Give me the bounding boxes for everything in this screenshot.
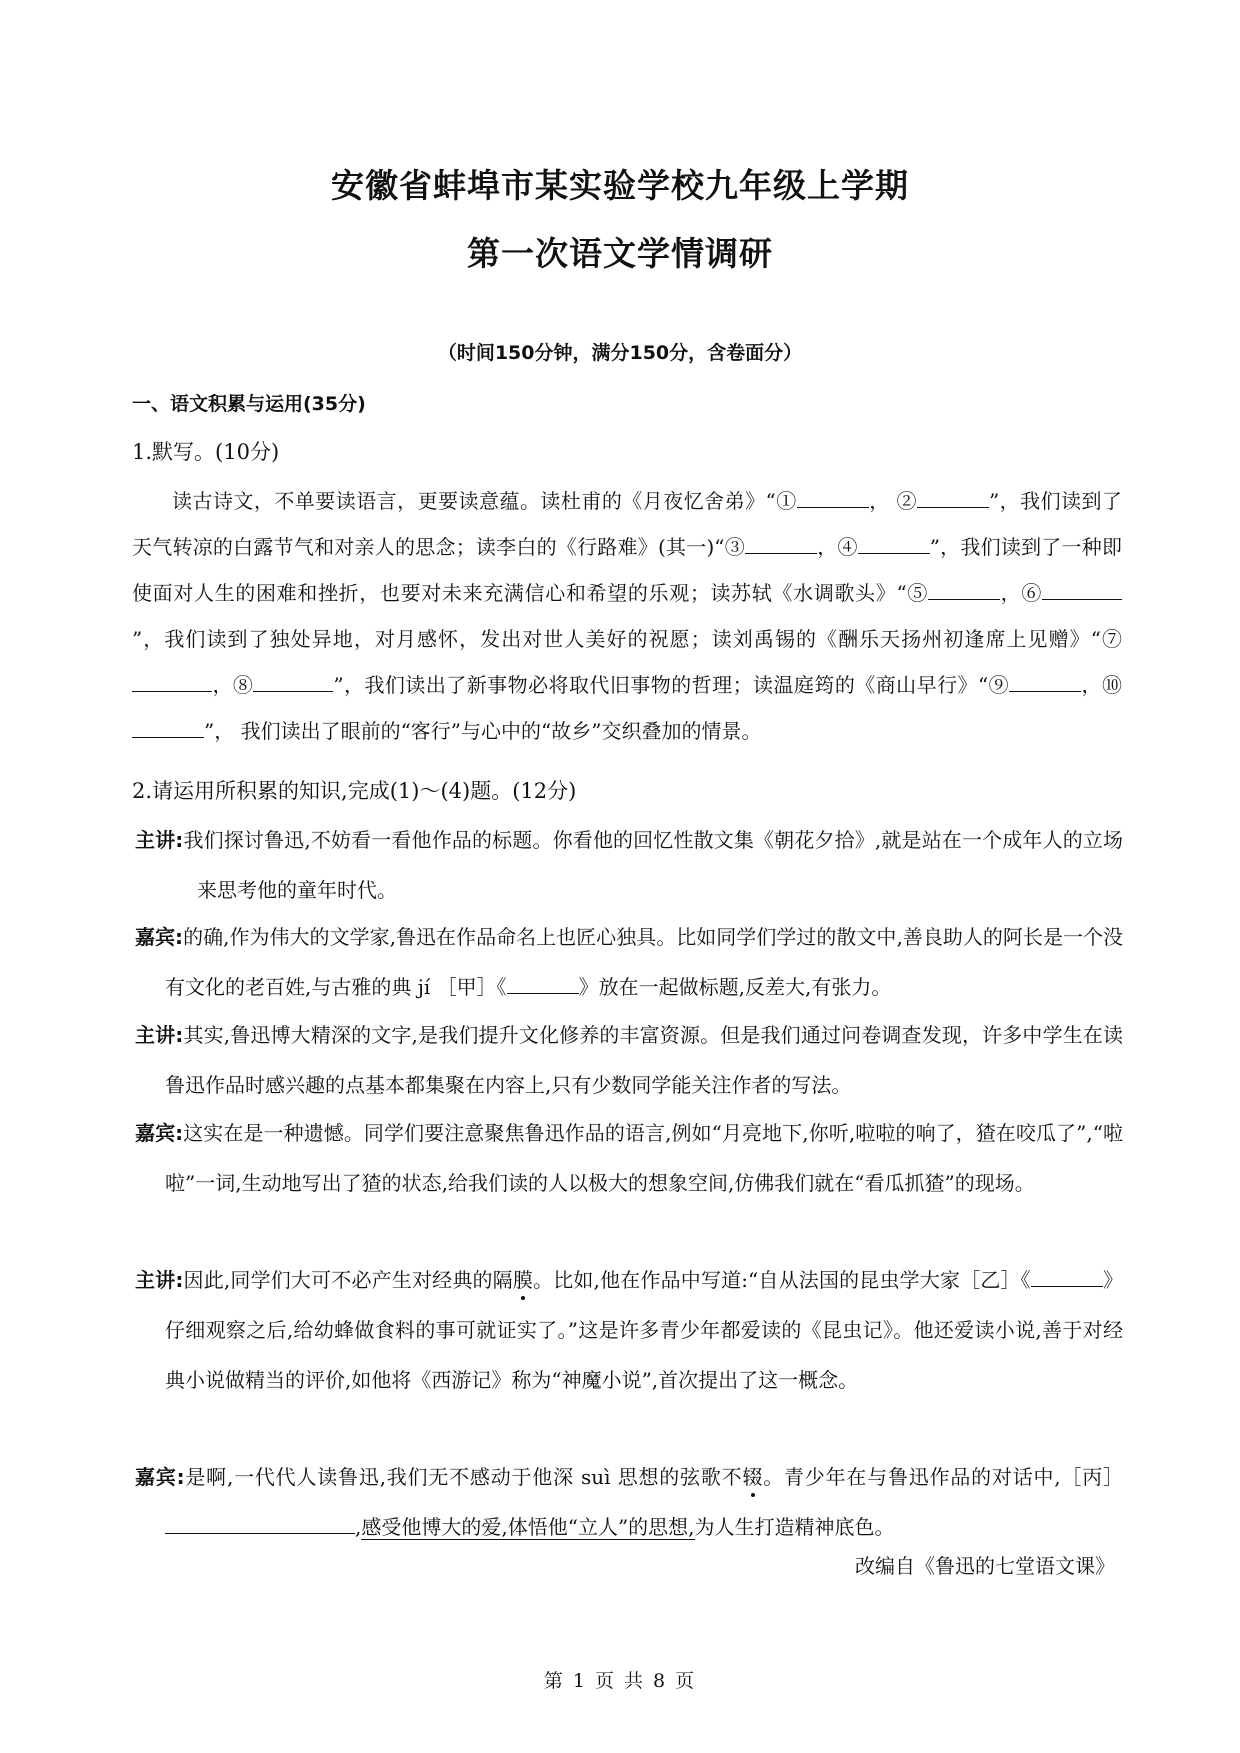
dotted-char: 膜 (512, 1268, 534, 1292)
dialog-guest-3 (135, 1452, 1123, 1552)
blank-4[interactable] (858, 531, 930, 554)
exam-title-line1: 安徽省蚌埠市某实验学校九年级上学期 (331, 166, 909, 205)
q1-text: ，⑩ (1081, 673, 1123, 697)
q1-text: ”， 我们读出了眼前的“客行”与心中的“故乡”交织叠加的情景。 (204, 719, 762, 743)
speaker-guest: 嘉宾: (135, 1121, 184, 1145)
question2-label: 2.请运用所积累的知识,完成(1)～(4)题。(12分) (132, 779, 577, 803)
dialog-line (135, 815, 1123, 915)
question1-body (132, 478, 1122, 754)
q1-text: ”，我们读到了独处异地，对月感怀，发出对世人美好的祝愿；读刘禹锡的《酬乐天扬州初逢席上见赠》“⑦ (132, 627, 1122, 651)
exam-title-line2: 第一次语文学情调研 (467, 234, 773, 273)
dialog-text: 的确,作为伟大的文学家,鲁迅在作品命名上也匠心独具。比如同学们学过的散文中,善良助人的阿长是一个没有文化的老百姓,与古雅的典 jí ［甲］《 (165, 925, 1124, 999)
dialog-guest-2 (135, 1108, 1123, 1208)
underlined-text: 感受他博大的爱,体悟他“立人”的思想, (361, 1515, 695, 1539)
dialog-host-3 (135, 1255, 1123, 1405)
dialog-text: 。青少年在与鲁迅作品的对话中,［丙］ (763, 1465, 1124, 1489)
dialog-text: 。比如,他在作品中写道:“自从法国的昆虫学大家［乙］《 (533, 1268, 1031, 1292)
q1-text: ，④ (816, 535, 858, 559)
dialog-text: 》仔细观察之后,给幼蜂做食料的事可就证实了。”这是许多青少年都爱读的《昆虫记》。他还爱读小说,善于对经典小说做精当的评价,如他将《西游记》称为“神魔小说”,首次提出了这一概念。 (165, 1268, 1124, 1392)
dialog-text: , (355, 1515, 362, 1539)
dialog-text: 因此,同学们大可不必产生对经典的隔 (183, 1268, 513, 1292)
blank-5[interactable] (928, 577, 1000, 600)
q1-text: 读古诗文，不单要读语言，更要读意蕴。读杜甫的《月夜忆舍弟》“① (172, 489, 797, 513)
dialog-guest-1 (135, 912, 1123, 1012)
q1-text: ， ② (868, 489, 917, 513)
speaker-host: 主讲: (135, 1268, 184, 1292)
blank-2[interactable] (917, 485, 989, 508)
dialog-text: 这实在是一种遗憾。同学们要注意聚焦鲁迅作品的语言,例如“月亮地下,你听,啦啦的响了，猹在咬瓜了”,“啦啦”一词,生动地写出了猹的状态,给我们读的人以极大的想象空间,仿佛我们就在“看瓜抓猹”的现场。 (165, 1121, 1123, 1195)
speaker-host: 主讲: (135, 1023, 184, 1047)
page-number: 第 1 页 共 8 页 (543, 1670, 697, 1692)
q1-text: ”，我们读到了天气转凉的白露节气和对亲人的思念；读李白的《行路难》(其一)“③ (132, 489, 1122, 559)
dialog-text: 》放在一起做标题,反差大,有张力。 (578, 975, 892, 999)
blank-jia[interactable] (507, 971, 579, 994)
dialog-line (135, 1452, 1123, 1552)
dialog-host-2 (135, 1010, 1123, 1110)
question1-label: 1.默写。(10分) (132, 440, 280, 464)
blank-yi[interactable] (1031, 1264, 1103, 1287)
blank-1[interactable] (797, 485, 869, 508)
speaker-guest: 嘉宾: (135, 1465, 185, 1489)
q1-text: ，⑥ (1000, 581, 1042, 605)
dialog-text: 为人生打造精神底色。 (694, 1515, 895, 1539)
q1-text: ”，我们读出了新事物必将取代旧事物的哲理；读温庭筠的《商山早行》“⑨ (333, 673, 1010, 697)
dotted-char: 辍 (742, 1465, 764, 1489)
speaker-guest: 嘉宾: (135, 925, 184, 949)
exam-subtitle: （时间150分钟，满分150分，含卷面分） (437, 342, 803, 364)
q1-text: ”，我们读到了一种即使面对人生的困难和挫折，也要对未来充满信心和希望的乐观；读苏轼《水调歌头》“⑤ (132, 535, 1122, 605)
dialog-line (135, 1010, 1123, 1110)
q1-text: ，⑧ (212, 673, 254, 697)
dialog-text: 其实,鲁迅博大精深的文字,是我们提升文化修养的丰富资源。但是我们通过问卷调查发现，许多中学生在读鲁迅作品时感兴趣的点基本都集聚在内容上,只有少数同学能关注作者的写法。 (165, 1023, 1124, 1097)
dialog-text: 我们探讨鲁迅,不妨看一看他作品的标题。你看他的回忆性散文集《朝花夕拾》,就是站在一个成年人的立场来思考他的童年时代。 (183, 828, 1124, 902)
dialog-text: 是啊,一代代人读鲁迅,我们无不感动于他深 suì 思想的弦歌不 (184, 1465, 743, 1489)
dialog-line (135, 1255, 1123, 1405)
dialog-line (135, 1108, 1123, 1208)
blank-3[interactable] (745, 531, 817, 554)
source-note: 改编自《鲁迅的七堂语文课》 (855, 1554, 1115, 1578)
blank-bing[interactable] (165, 1511, 355, 1534)
blank-6[interactable] (1042, 577, 1122, 600)
dialog-line (135, 912, 1123, 1012)
section-heading: 一、语文积累与运用(35分) (132, 393, 366, 415)
blank-8[interactable] (253, 669, 333, 692)
blank-7[interactable] (132, 669, 212, 692)
dialog-host-1 (135, 815, 1123, 915)
blank-10[interactable] (132, 715, 204, 738)
speaker-host: 主讲: (135, 828, 184, 852)
blank-9[interactable] (1009, 669, 1081, 692)
